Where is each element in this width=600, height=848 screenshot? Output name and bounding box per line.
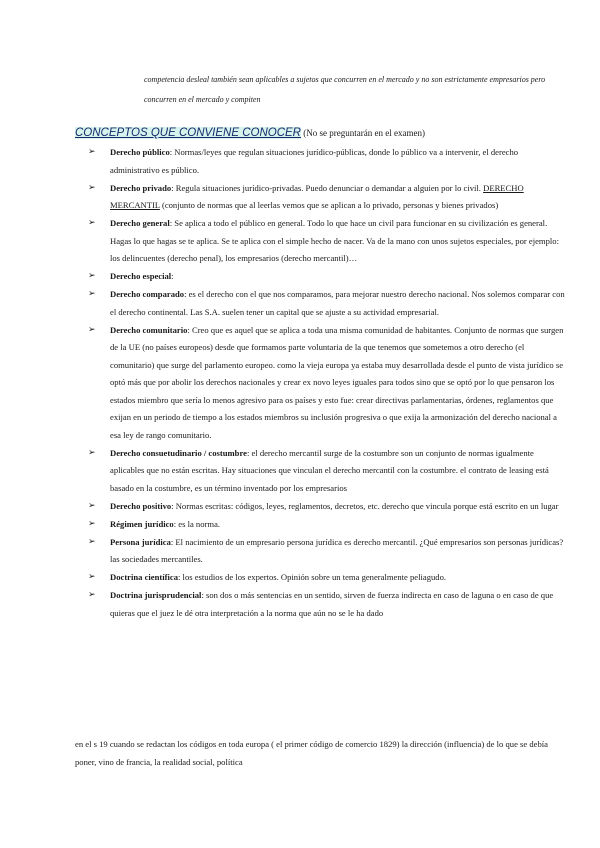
concept-term: Derecho comparado (110, 289, 185, 299)
list-item (88, 534, 568, 569)
arrow-bullet-icon: ➢ (88, 500, 96, 511)
concept-term: Derecho consuetudinario / costumbre (110, 447, 247, 458)
arrow-bullet-icon: ➢ (88, 572, 96, 582)
arrow-bullet-icon: ➢ (88, 218, 96, 228)
concept-definition: : el derecho mercantil surge de la costumbre son un conjunto de normas igualmente aplicables que no están escritas. Hay situaciones que vinculan el derecho mercantil con la costumbre. el contrato de leasing está basado en la costumbre, es un término inventado por los empresarios (110, 447, 549, 493)
arrow-bullet-icon: ➢ (88, 289, 96, 299)
list-item (88, 498, 568, 516)
concept-definition: : El nacimiento de un empresario persona jurídica es derecho mercantil. ¿Qué empresarios son personas jurídicas? las sociedades mercantiles. (110, 536, 564, 564)
list-item (88, 587, 568, 622)
arrow-bullet-icon: ➢ (88, 536, 96, 547)
arrow-bullet-icon: ➢ (88, 182, 96, 193)
arrow-bullet-icon: ➢ (88, 324, 96, 335)
list-item (88, 569, 568, 587)
section-heading (75, 127, 575, 139)
concept-definition-continued: (conjunto de normas que al leerlas vemos que se aplican a lo privado, personas y bienes privados) (159, 200, 499, 210)
arrow-bullet-icon: ➢ (88, 518, 96, 529)
concept-definition: : (171, 271, 174, 281)
arrow-bullet-icon: ➢ (88, 447, 96, 458)
concept-term: Derecho positivo (110, 500, 172, 511)
concept-definition: : Regula situaciones jurídico-privadas. Puedo denunciar o demandar a alguien por lo civil. (171, 182, 484, 193)
concepts-list (88, 144, 568, 623)
heading-note: (No se preguntarán en el examen) (301, 128, 425, 138)
arrow-bullet-icon: ➢ (88, 271, 96, 281)
list-item (88, 286, 568, 321)
concept-definition: : Normas escritas: códigos, leyes, reglamentos, decretos, etc. derecho que vincula porque está escrito en un lugar (171, 500, 559, 511)
concept-definition: : son dos o más sentencias en un sentido, sirven de fuerza indirecta en caso de laguna o en caso de que quieras que el juez le dé otra interpretación a la norma que aún no se le ha dado (110, 590, 554, 618)
concept-term: Derecho privado (110, 182, 172, 193)
concept-definition: : es la norma. (173, 518, 221, 529)
concept-definition: : Se aplica a todo el público en general. Todo lo que hace un civil para funcionar en su civilización es general. Hagas lo que hagas se te aplica. Se te aplica con el simple hecho de nacer. Va de la mano con unos sujetos especiales, por ejemplo: los delincuentes (derecho penal), los empresarios (derecho mercantil)… (110, 218, 559, 263)
concept-term: Derecho especial (110, 271, 172, 281)
concept-term: Derecho comunitario (110, 324, 188, 335)
list-item (88, 180, 568, 215)
arrow-bullet-icon: ➢ (88, 147, 96, 157)
concept-definition: : los estudios de los expertos. Opinión sobre un tema generalmente peliagudo. (178, 572, 447, 582)
concept-term: Doctrina científica (110, 572, 179, 582)
concept-subterm: DERECHO MERCANTIL (110, 182, 524, 210)
list-item (88, 445, 568, 498)
list-item (88, 322, 568, 445)
intro-paragraph: competencia desleal también sean aplicables a sujetos que concurren en el mercado y no son estrictamente empresarios pero concurren en el mercado y compiten (144, 75, 546, 104)
list-item (88, 215, 568, 268)
concept-term: Derecho público (110, 147, 170, 157)
concept-term: Régimen jurídico (110, 518, 174, 529)
heading-title: CONCEPTOS QUE CONVIENE CONOCER (75, 127, 301, 139)
concept-term: Persona jurídica (110, 536, 171, 547)
concept-definition: : Normas/leyes que regulan situaciones jurídico-públicas, donde lo público va a intervenir, el derecho administrativo es público. (110, 147, 519, 175)
concept-definition: : Creo que es aquel que se aplica a toda una misma comunidad de habitantes. Conjunto de normas que surgen de la UE (no países europeos) desde que formamos parte voluntaria de la que tenemos que sometemos a otro derecho (el comunitario) que surge del parlamento europeo. como la vieja europa ya estaba muy desarrollada desde el punto de vista jurídico se optó más que por abolir los derechos nacionales y crear ex novo leyes iguales para todos sino que se optó por lo que pensaron los estados miembro que sería lo menos agresivo para os países y esto fue: crear directivas parlamentarias, órdenes, reglamentos que exijan en un periodo de tiempo a los estados miembros su inclusión progresiva o que exija la armonización del derecho nacional a esa ley de rango comunitario. (110, 324, 564, 440)
list-item (88, 516, 568, 534)
concept-term: Derecho general (110, 218, 170, 228)
arrow-bullet-icon: ➢ (88, 590, 96, 600)
concept-definition: : es el derecho con el que nos comparamos, para mejorar nuestro derecho nacional. Nos solemos comparar con el derecho continental. Las S.A. suelen tener un capital que se ajuste a su actividad empresarial. (110, 289, 565, 317)
list-item (88, 144, 568, 179)
concept-term: Doctrina jurisprudencial (110, 590, 202, 600)
list-item (88, 268, 568, 286)
footer-paragraph: en el s 19 cuando se redactan los códigos en toda europa ( el primer código de comercio 1829) la dirección (influencia) de lo que se debía poner, vino de francia, la realidad social, política (75, 739, 548, 767)
